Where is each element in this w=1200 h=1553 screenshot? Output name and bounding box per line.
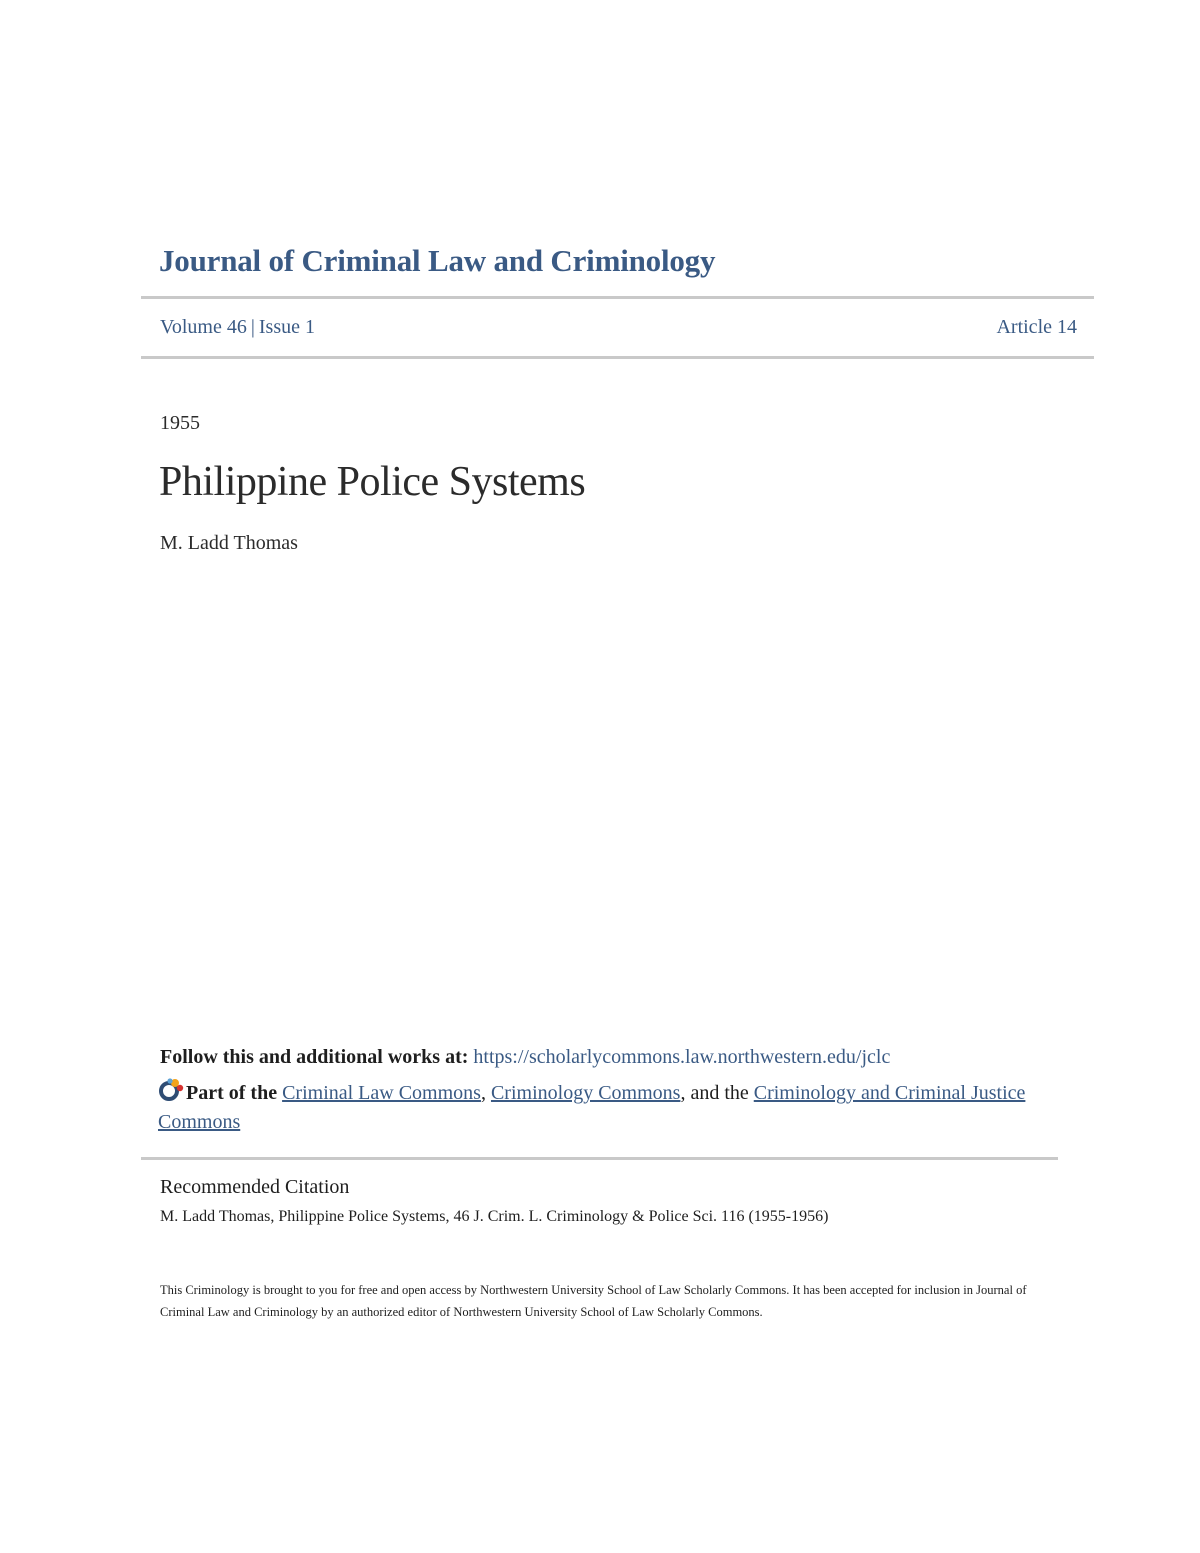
network-logo-icon <box>158 1078 184 1102</box>
follow-lead: Follow this and additional works at: <box>160 1046 469 1068</box>
header-divider <box>141 356 1094 359</box>
volume-issue-separator: | <box>250 316 255 338</box>
access-footnote: This Criminology is brought to you for free and open access by Northwestern University School of Law Scholarly Commons. It has been accepted for inclusion in Journal of Criminal Law and Criminology by an authorized editor of Northwestern University School of Law Scholarly Commons. <box>160 1283 1027 1319</box>
part-of-commons <box>158 1078 1058 1137</box>
commons-separator-2: , and the <box>680 1082 749 1104</box>
publication-year: 1955 <box>160 412 200 434</box>
volume-link[interactable]: Volume 46 <box>160 316 247 338</box>
top-divider <box>141 296 1094 299</box>
journal-title-link[interactable]: Journal of Criminal Law and Criminology <box>159 243 716 278</box>
article-number-link[interactable]: Article 14 <box>996 316 1077 338</box>
commons-separator-1: , <box>480 1082 486 1104</box>
repository-url-link[interactable]: https://scholarlycommons.law.northwestern.edu/jclc <box>473 1046 891 1068</box>
criminology-criminal-justice-commons-link[interactable]: Criminology and Criminal Justice Commons <box>158 1082 1026 1133</box>
volume-issue <box>160 316 315 339</box>
issue-link[interactable]: Issue 1 <box>258 316 315 338</box>
part-of-lead: Part of the <box>186 1082 278 1104</box>
author-name: M. Ladd Thomas <box>160 532 298 554</box>
article-title: Philippine Police Systems <box>159 459 586 505</box>
criminology-commons-link[interactable]: Criminology Commons <box>490 1082 681 1104</box>
citation-text: M. Ladd Thomas, Philippine Police Systems, 46 J. Crim. L. Criminology & Police Sci. 116 (1955-1956) <box>160 1208 829 1225</box>
follow-line <box>160 1046 890 1069</box>
citation-divider <box>141 1157 1058 1160</box>
criminal-law-commons-link[interactable]: Criminal Law Commons <box>282 1082 481 1104</box>
citation-heading: Recommended Citation <box>160 1176 350 1198</box>
